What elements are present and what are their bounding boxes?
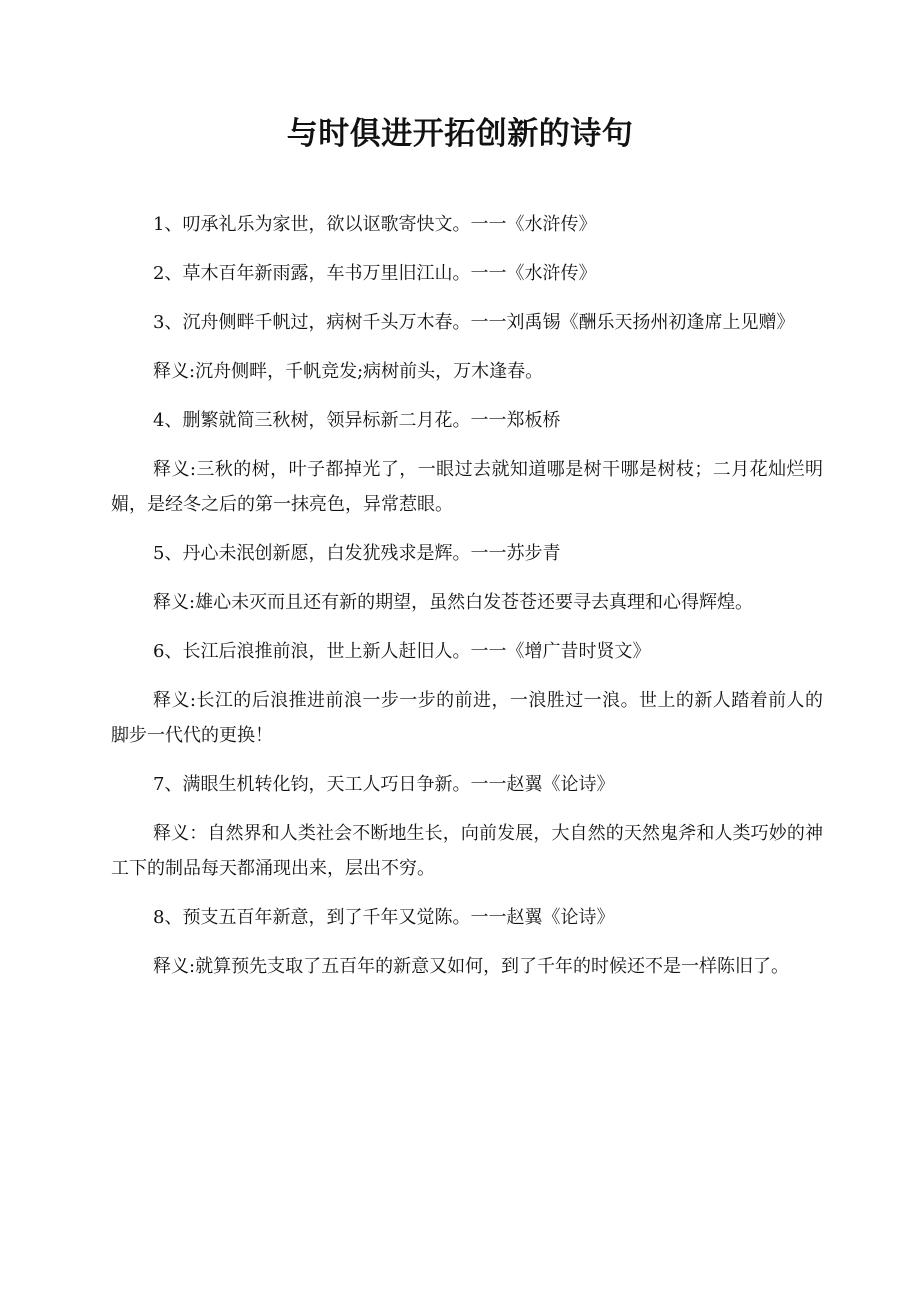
document-title: 与时俱进开拓创新的诗句 xyxy=(286,116,634,152)
paragraph: 释义：自然界和人类社会不断地生长，向前发展，大自然的天然鬼斧和人类巧妙的神工下的制品每天都涌现出来，层出不穷。 xyxy=(111,823,823,879)
paragraph: 释义:沉舟侧畔，千帆竞发;病树前头，万木逢春。 xyxy=(153,361,544,382)
paragraph: 释义:三秋的树，叶子都掉光了，一眼过去就知道哪是树干哪是树枝；二月花灿烂明媚，是经冬之后的第一抹亮色，异常惹眼。 xyxy=(111,459,823,515)
paragraph: 8、预支五百年新意，到了千年又觉陈。一一赵翼《论诗》 xyxy=(153,907,615,928)
paragraph: 释义:长江的后浪推进前浪一步一步的前进，一浪胜过一浪。世上的新人踏着前人的脚步一代代的更换！ xyxy=(111,690,823,746)
paragraph: 5、丹心未泯创新愿，白发犹残求是辉。一一苏步青 xyxy=(153,543,561,564)
paragraph: 1、叨承礼乐为家世，欲以讴歌寄快文。一一《水浒传》 xyxy=(153,214,597,235)
paragraph: 2、草木百年新雨露，车书万里旧江山。一一《水浒传》 xyxy=(153,263,597,284)
paragraph: 3、沉舟侧畔千帆过，病树千头万木春。一一刘禹锡《酬乐天扬州初逢席上见赠》 xyxy=(153,312,795,333)
paragraph: 释义:雄心未灭而且还有新的期望，虽然白发苍苍还要寻去真理和心得辉煌。 xyxy=(153,592,754,613)
paragraph: 6、长江后浪推前浪，世上新人赶旧人。一一《增广昔时贤文》 xyxy=(153,641,651,662)
document-body xyxy=(111,207,823,998)
paragraph: 7、满眼生机转化钧，天工人巧日争新。一一赵翼《论诗》 xyxy=(153,774,615,795)
paragraph: 释义:就算预先支取了五百年的新意又如何，到了千年的时候还不是一样陈旧了。 xyxy=(153,956,790,977)
paragraph: 4、删繁就简三秋树，领异标新二月花。一一郑板桥 xyxy=(153,410,561,431)
